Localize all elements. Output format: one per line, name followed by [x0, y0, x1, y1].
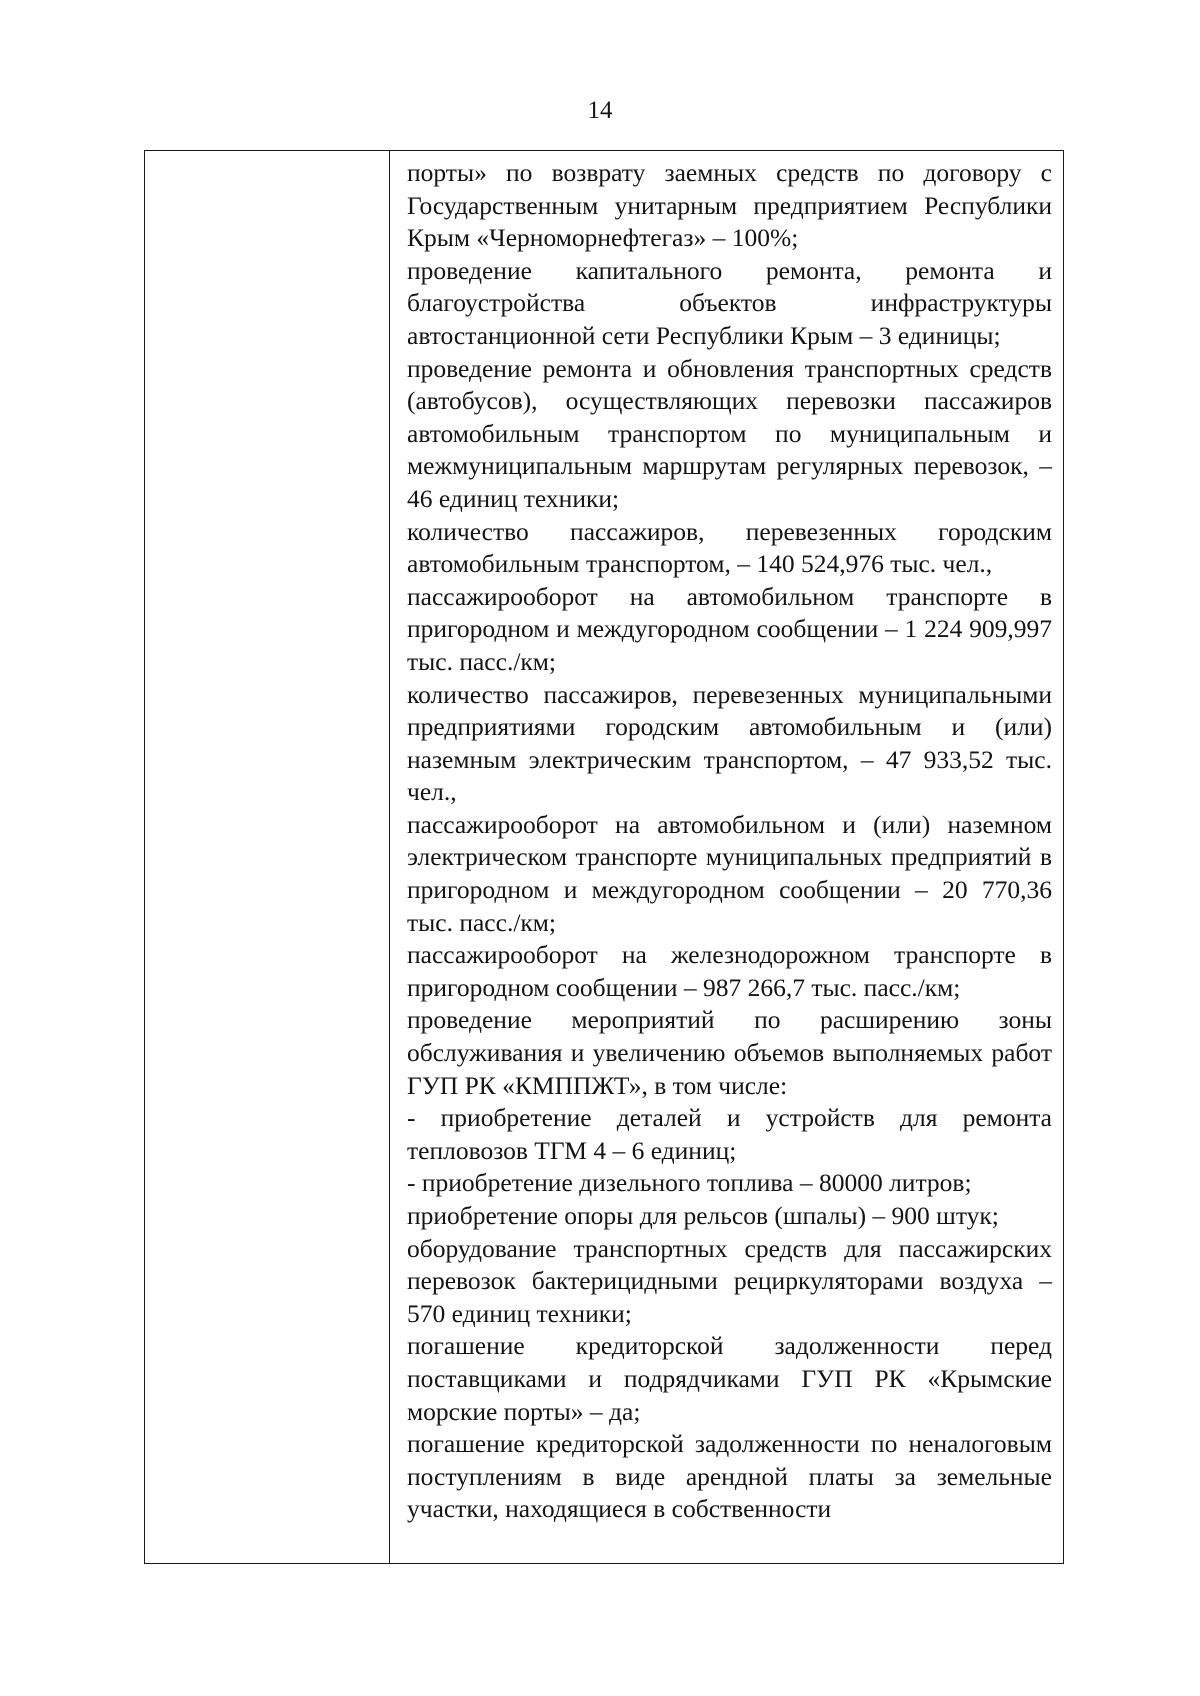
paragraph-bus-station-repair: проведение капитального ремонта, ремонта и благоустройства объектов инфраструктуры автостанционной сети Республики Крым – 3 единицы;: [407, 255, 1052, 350]
paragraph-locomotive-parts: - приобретение деталей и устройств для ремонта тепловозов ТГМ 4 – 6 единиц;: [407, 1103, 1052, 1165]
paragraph-bus-renewal: проведение ремонта и обновления транспортных средств (автобусов), осуществляющих перевозки пассажиров автомобильным транспортом по муниципальным и межмуниципальным маршрутам регулярных перевозок, – 46 единиц техники;: [407, 353, 1052, 513]
paragraph-rail-sleepers: приобретение опоры для рельсов (шпалы) – 900 штук;: [407, 1201, 999, 1230]
paragraph-municipal-passengers: количество пассажиров, перевезенных муниципальными предприятиями городским автомобильным и (или) наземным электрическим транспортом, – 47 933,52 тыс. чел.,: [407, 679, 1052, 807]
document-table: [144, 150, 1064, 1564]
table-left-cell: [145, 151, 389, 1563]
paragraph-land-rent-debt: погашение кредиторской задолженности по неналоговым поступлениям в виде арендной платы за земельные участки, находящиеся в собственности: [407, 1429, 1052, 1524]
column-divider: [389, 151, 390, 1563]
table-right-cell: [407, 157, 1052, 1526]
paragraph-city-passengers: количество пассажиров, перевезенных городским автомобильным транспортом, – 140 524,976 тыс. чел.,: [407, 516, 1052, 579]
paragraph-municipal-turnover: пассажирооборот на автомобильном и (или) наземном электрическом транспорте муниципальных предприятий в пригородном и междугородном сообщении – 20 770,36 тыс. пасс./км;: [407, 809, 1052, 937]
paragraph-kmppzht-measures: проведение мероприятий по расширению зоны обслуживания и увеличению объемов выполняемых работ ГУП РК «КМППЖТ», в том числе:: [407, 1005, 1052, 1100]
paragraph-loan-repayment: порты» по возврату заемных средств по договору с Государственным унитарным предприятием Республики Крым «Черноморнефтегаз» – 100%;: [407, 158, 1052, 253]
paragraph-railway-turnover: пассажирооборот на железнодорожном транспорте в пригородном сообщении – 987 266,7 тыс. пасс./км;: [407, 940, 1052, 1002]
paragraph-diesel-fuel: - приобретение дизельного топлива – 80000 литров;: [407, 1168, 972, 1198]
page-number: 14: [587, 97, 613, 124]
paragraph-air-recirculators: оборудование транспортных средств для пассажирских перевозок бактерицидными рециркуляторами воздуха – 570 единиц техники;: [407, 1233, 1052, 1328]
paragraph-supplier-debt: погашение кредиторской задолженности перед поставщиками и подрядчиками ГУП РК «Крымские морские порты» – да;: [407, 1331, 1052, 1426]
paragraph-suburban-turnover: пассажирооборот на автомобильном транспорте в пригородном и междугородном сообщении – 1 224 909,997 тыс. пасс./км;: [407, 581, 1052, 676]
